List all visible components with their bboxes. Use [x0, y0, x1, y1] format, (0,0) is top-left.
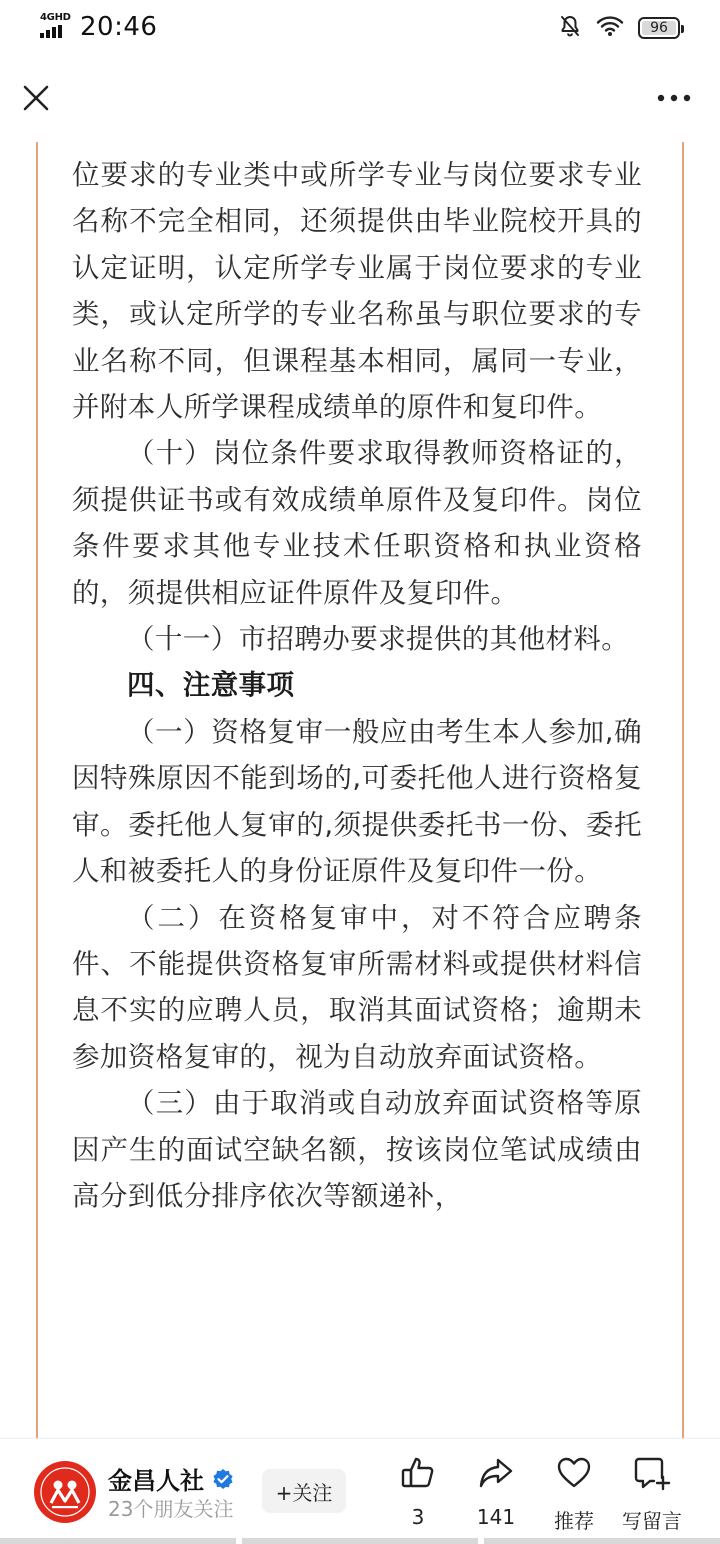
write-comment-label: 写留言: [622, 1509, 682, 1533]
article-paragraph: （二）在资格复审中，对不符合应聘条件、不能提供资格复审所需材料或提供材料信息不实的应聘人员，取消其面试资格；逾期未参加资格复审的，视为自动放弃面试资格。: [72, 901, 642, 1073]
like-button[interactable]: [380, 1453, 456, 1537]
more-options-button[interactable]: [652, 80, 696, 116]
close-icon: [21, 83, 51, 113]
mute-bell-icon: [558, 14, 582, 42]
write-comment-button[interactable]: [614, 1453, 690, 1537]
home-indicator: [0, 1538, 720, 1544]
share-button[interactable]: [458, 1453, 534, 1537]
network-type: 4GHD: [40, 12, 71, 23]
recommend-label: 推荐: [554, 1509, 594, 1533]
battery-level: 96: [650, 20, 668, 36]
section-heading: 四、注意事项: [127, 669, 295, 702]
account-name[interactable]: 金昌人社: [108, 1467, 204, 1495]
friends-following-count: 23个朋友关注: [108, 1497, 234, 1521]
more-icon: [656, 93, 692, 103]
article-paragraph: 位要求的专业类中或所学专业与岗位要求专业名称不完全相同，还须提供由毕业院校开具的认定证明，认定所学专业属于岗位要求的专业类，或认定所学的专业名称虽与职位要求的专业名称不同，但课程基本相同，属同一专业，并附本人所学课程成绩单的原件和复印件。: [72, 159, 642, 424]
article-paragraph: （一）资格复审一般应由考生本人参加,确因特殊原因不能到场的,可委托他人进行资格复审。委托他人复审的,须提供委托书一份、委托人和被委托人的身份证原件及复印件一份。: [72, 715, 642, 888]
article-paragraph: （十一）市招聘办要求提供的其他材料。: [127, 623, 630, 656]
battery-icon: [638, 17, 680, 39]
status-bar: [0, 0, 720, 56]
like-count: 3: [411, 1505, 425, 1529]
verified-badge-icon: [212, 1468, 234, 1490]
top-nav-bar: [0, 56, 720, 142]
wifi-icon: [596, 15, 624, 41]
article-paragraph: （十）岗位条件要求取得教师资格证的，须提供证书或有效成绩单原件及复印件。岗位条件要求其他专业技术任职资格和执业资格的，须提供相应证件原件及复印件。: [72, 437, 642, 609]
article-paragraph: （三）由于取消或自动放弃面试资格等原因产生的面试空缺名额，按该岗位笔试成绩由高分到低分排序依次等额递补，: [72, 1087, 642, 1212]
article-content: [36, 142, 684, 1438]
account-name-row[interactable]: [108, 1461, 234, 1496]
status-time: 20:46: [80, 12, 158, 42]
close-button[interactable]: [18, 80, 54, 116]
bottom-action-bar: [0, 1438, 720, 1544]
recommend-button[interactable]: [536, 1453, 612, 1537]
signal-icon: [40, 12, 72, 40]
heart-icon: [555, 1454, 593, 1492]
follow-button[interactable]: +关注: [262, 1469, 346, 1513]
thumbs-up-icon: [399, 1454, 437, 1492]
share-count: 141: [476, 1505, 516, 1529]
share-icon: [477, 1454, 515, 1492]
comment-add-icon: [632, 1454, 672, 1492]
account-avatar[interactable]: [34, 1461, 96, 1523]
